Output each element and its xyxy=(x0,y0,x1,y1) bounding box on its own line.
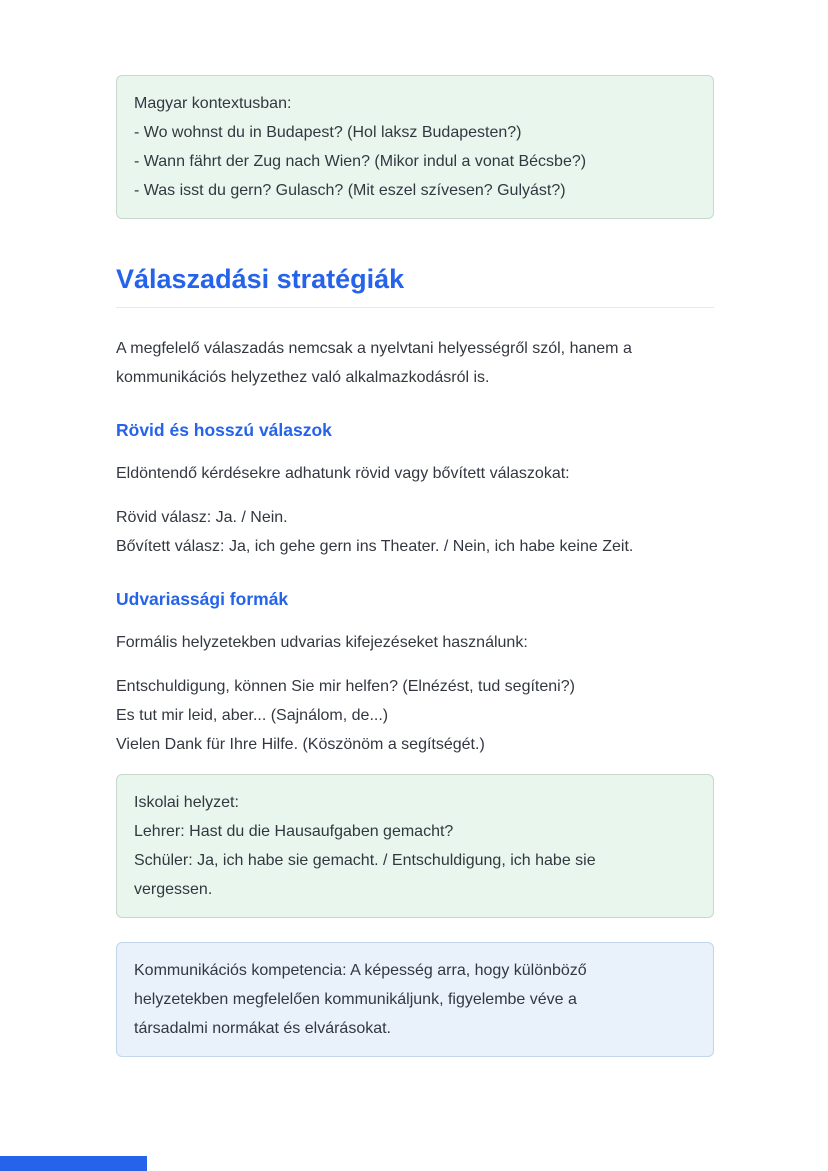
example-line: - Wann fährt der Zug nach Wien? (Mikor indul a vonat Bécsbe?) xyxy=(134,153,587,170)
section-intro-paragraph: A megfelelő válaszadás nemcsak a nyelvtani helyességről szól, hanem a kommunikációs helyzethez való alkalmazkodásról is. xyxy=(116,340,632,386)
short-long-examples-paragraph xyxy=(116,503,714,561)
section-title: Válaszadási stratégiák xyxy=(116,263,714,308)
example-line: - Wo wohnst du in Budapest? (Hol laksz Budapesten?) xyxy=(134,124,522,141)
note-line: helyzetekben megfelelően kommunikáljunk, figyelembe véve a xyxy=(134,991,577,1008)
example-line: Schüler: Ja, ich habe sie gemacht. / Entschuldigung, ich habe sie xyxy=(134,852,596,869)
example-line: Es tut mir leid, aber... (Sajnálom, de...) xyxy=(116,707,389,724)
example-line: Magyar kontextusban: xyxy=(134,95,292,112)
example-line: Iskolai helyzet: xyxy=(134,794,239,811)
example-line: Vielen Dank für Ihre Hilfe. (Köszönöm a segítségét.) xyxy=(116,736,485,753)
document-page xyxy=(116,0,714,1057)
note-line: Kommunikációs kompetencia: A képesség arra, hogy különböző xyxy=(134,962,587,979)
example-line: - Was isst du gern? Gulasch? (Mit eszel szívesen? Gulyást?) xyxy=(134,182,566,199)
bottom-accent-bar xyxy=(0,1156,147,1171)
note-box-communicative-competence xyxy=(116,942,714,1057)
subsection-heading-politeness-forms: Udvariassági formák xyxy=(116,589,289,609)
example-line: vergessen. xyxy=(134,881,213,898)
short-long-intro-paragraph: Eldöntendő kérdésekre adhatunk rövid vagy bővített válaszokat: xyxy=(116,465,570,482)
note-line: társadalmi normákat és elvárásokat. xyxy=(134,1020,391,1037)
example-line: Entschuldigung, können Sie mir helfen? (Elnézést, tud segíteni?) xyxy=(116,678,575,695)
example-box-school-situation xyxy=(116,774,714,918)
example-line: Lehrer: Hast du die Hausaufgaben gemacht? xyxy=(134,823,454,840)
politeness-intro-paragraph: Formális helyzetekben udvarias kifejezéseket használunk: xyxy=(116,634,528,651)
example-box-hungarian-context xyxy=(116,75,714,219)
subsection-heading-short-long-answers: Rövid és hosszú válaszok xyxy=(116,420,332,440)
example-line: Bővített válasz: Ja, ich gehe gern ins Theater. / Nein, ich habe keine Zeit. xyxy=(116,538,634,555)
example-line: Rövid válasz: Ja. / Nein. xyxy=(116,509,288,526)
politeness-examples-paragraph xyxy=(116,672,714,759)
